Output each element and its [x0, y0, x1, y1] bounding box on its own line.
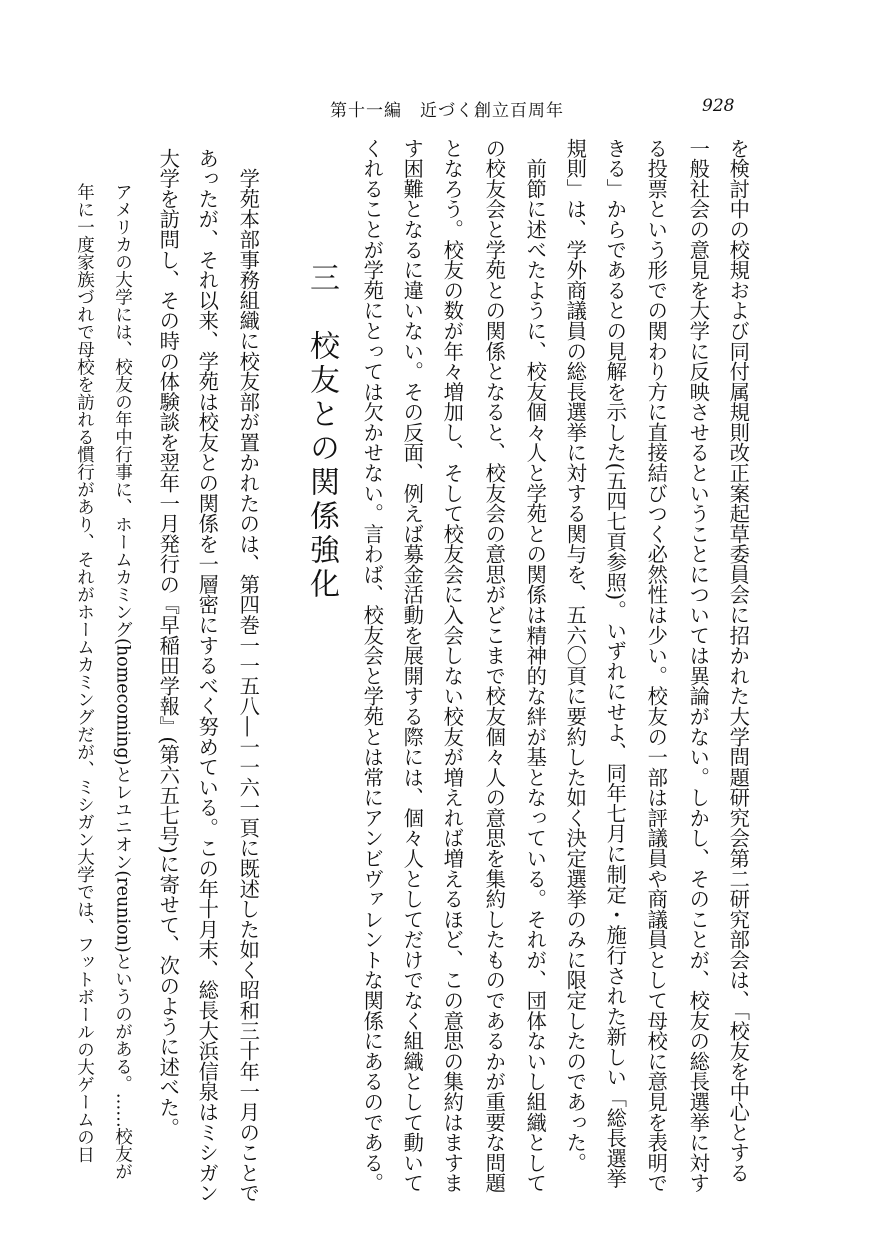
body-line: 一般社会の意見を大学に反映させるということについては異論がない。しかし、そのことが、校友の総長選挙に対す: [686, 138, 711, 1194]
section-heading: 三 校友との関係強化: [304, 262, 339, 602]
running-head: 第十一編 近づく創立百周年: [330, 101, 564, 121]
body-line: くれることが学苑にとっては欠かせない。言わば、校友会と学苑とは常にアンビヴァレントな関係にあるのである。: [360, 138, 385, 1194]
body-line: 規則」は、学外商議員の総長選挙に対する関与を、五六〇頁に要約した如く決定選挙のみに限定したのであった。: [563, 138, 588, 1173]
body-line: す困難となるに違いない。その反面、例えば募金活動を展開する際には、個々人としてだけでなく組織として動いて: [400, 138, 425, 1194]
body-line: の校友会と学苑との関係となると、校友会の意思がどこまで校友個々人の意思を集約したものであるかが重要な問題: [482, 138, 507, 1194]
page-number: 928: [702, 96, 735, 116]
section-line: 大学を訪問し、その時の体験談を翌年一月発行の『早稲田学報』(第六五七号)に寄せて、次のように述べた。: [156, 148, 181, 1138]
quote-line: 年に一度家族づれで母校を訪れる慣行があり、それがホームカミングだが、ミシガン大学では、フットボールの大ゲームの日: [74, 183, 95, 1163]
section-line: あったが、それ以来、学苑は校友との関係を一層密にするべく努めている。この年十月末、総長大浜信泉はミシガン: [195, 148, 220, 1204]
body-line: きる」からであるとの見解を示した(五四七頁参照)。いずれにせよ、同年七月に制定・施行された新しい「総長選挙: [603, 138, 628, 1189]
quote-line: アメリカの大学には、校友の年中行事に、ホームカミング(homecoming)とレユニオン(reunion)というのがある。……校友が: [112, 183, 133, 1181]
section-line: 学苑本部事務組織に校友部が置かれたのは、第四巻一一五八―一一六一頁に既述した如く昭和三十年一月のことで: [236, 148, 261, 1204]
body-line: となろう。校友の数が年々増加し、そして校友会に入会しない校友が増えれば増えるほど、この意思の集約はますま: [440, 138, 465, 1194]
body-line: る投票という形での関わり方に直接結びつく必然性は少い。校友の一部は評議員や商議員として母校に意見を表明で: [644, 138, 669, 1194]
body-line: を検討中の校規および同付属規則改正案起草委員会に招かれた大学問題研究会第二研究部会は、「校友を中心とする: [726, 138, 751, 1183]
body-line: 前節に述べたように、校友個々人と学苑との関係は精神的な絆が基となっている。それが、団体ないし組織として: [523, 138, 548, 1194]
